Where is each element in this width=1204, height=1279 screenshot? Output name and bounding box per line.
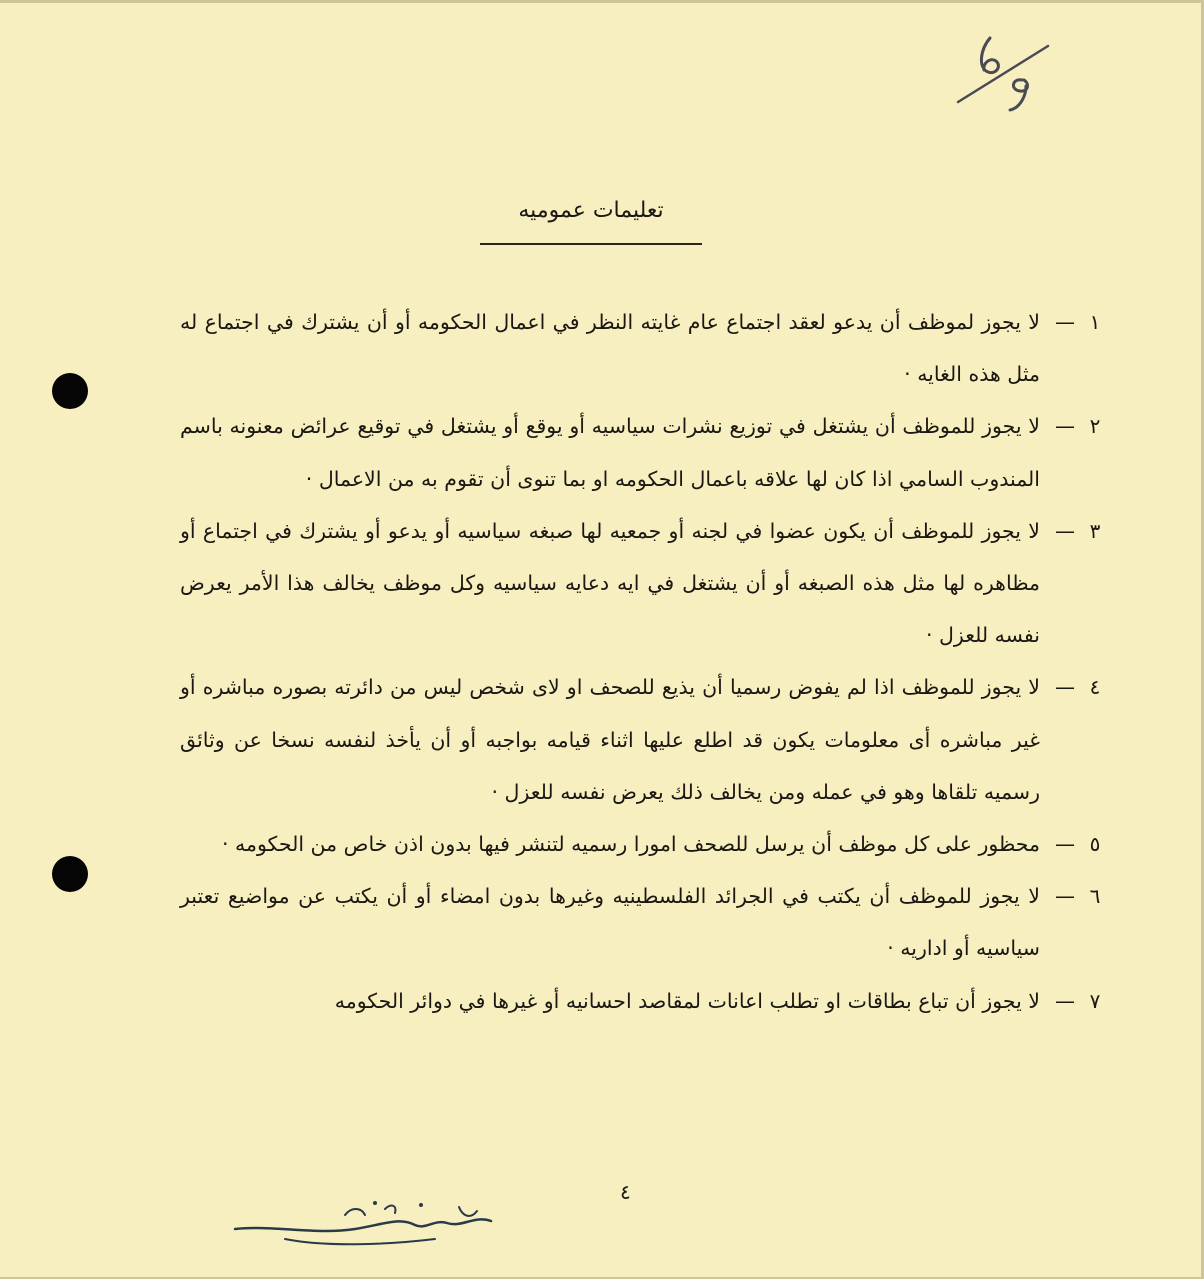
item-dash: — <box>1055 884 1075 909</box>
item-number: ٥ <box>1089 832 1101 857</box>
item-text: لا يجوز للموظف أن يكون عضوا في لجنه أو جمعيه لها صبغه سياسيه أو يدعو أو يشترك في اجتماع أو مظاهره لها مثل هذه الصبغه أو أن يشتغل في ايه دعايه سياسيه وكل موظف يخالف هذا الأمر يعرض نفسه للعزل · <box>180 518 1040 648</box>
punch-hole <box>52 856 88 892</box>
handwritten-signature <box>225 1195 515 1255</box>
item-number: ٧ <box>1089 988 1101 1013</box>
item-dash: — <box>1055 988 1075 1013</box>
list-item <box>145 505 1110 662</box>
item-text: لا يجوز للموظف أن يشتغل في توزيع نشرات سياسيه أو يوقع أو يشتغل في توقيع عرائض معنونه باسم المندوب السامي اذا كان لها علاقه باعمال الحكومه او بما تنوى أن تقوم به من الاعمال · <box>180 414 1040 491</box>
list-item <box>145 818 1110 870</box>
title-underline <box>480 243 702 245</box>
item-number: ٤ <box>1089 675 1101 700</box>
item-text: لا يجوز أن تباع بطاقات او تطلب اعانات لمقاصد احسانيه أو غيرها في دوائر الحكومه <box>334 988 1040 1013</box>
item-dash: — <box>1055 832 1075 857</box>
item-dash: — <box>1055 518 1075 543</box>
item-dash: — <box>1055 414 1075 439</box>
list-item <box>145 400 1110 504</box>
item-number: ٣ <box>1089 518 1101 543</box>
punch-hole <box>52 373 88 409</box>
handwritten-page-number <box>950 28 1060 118</box>
item-number: ٦ <box>1089 884 1101 909</box>
item-dash: — <box>1055 675 1075 700</box>
page-edge-top <box>0 0 1204 3</box>
instructions-list <box>145 296 1110 1027</box>
item-text: لا يجوز للموظف اذا لم يفوض رسميا أن يذيع للصحف او لاى شخص ليس من دائرته بصوره مباشره أو غير مباشره أى معلومات يكون قد اطلع عليها اثناء قيامه بواجبه أو أن يأخذ لنفسه نسخا عن وثائق رسميه تلقاها وهو في عمله ومن يخالف ذلك يعرض نفسه للعزل · <box>180 675 1040 804</box>
item-text: محظور على كل موظف أن يرسل للصحف امورا رسميه لتنشر فيها بدون اذن خاص من الحكومه · <box>221 832 1040 857</box>
list-item <box>145 296 1110 400</box>
list-item <box>145 870 1110 974</box>
item-text: لا يجوز لموظف أن يدعو لعقد اجتماع عام غايته النظر في اعمال الحكومه أو أن يشترك في اجتماع له مثل هذه الغايه · <box>180 310 1040 387</box>
item-text: لا يجوز للموظف أن يكتب في الجرائد الفلسطينيه وغيرها بدون امضاء أو أن يكتب عن مواضيع تعتبر سياسيه أو اداريه · <box>180 884 1040 961</box>
item-dash: — <box>1055 310 1075 334</box>
item-number: ٢ <box>1089 414 1101 439</box>
list-item <box>145 661 1110 818</box>
list-item <box>145 975 1110 1027</box>
item-number: ١ <box>1089 310 1101 334</box>
document-title: تعليمات عموميه <box>518 198 664 223</box>
page-marker: ٤ <box>620 1180 631 1204</box>
